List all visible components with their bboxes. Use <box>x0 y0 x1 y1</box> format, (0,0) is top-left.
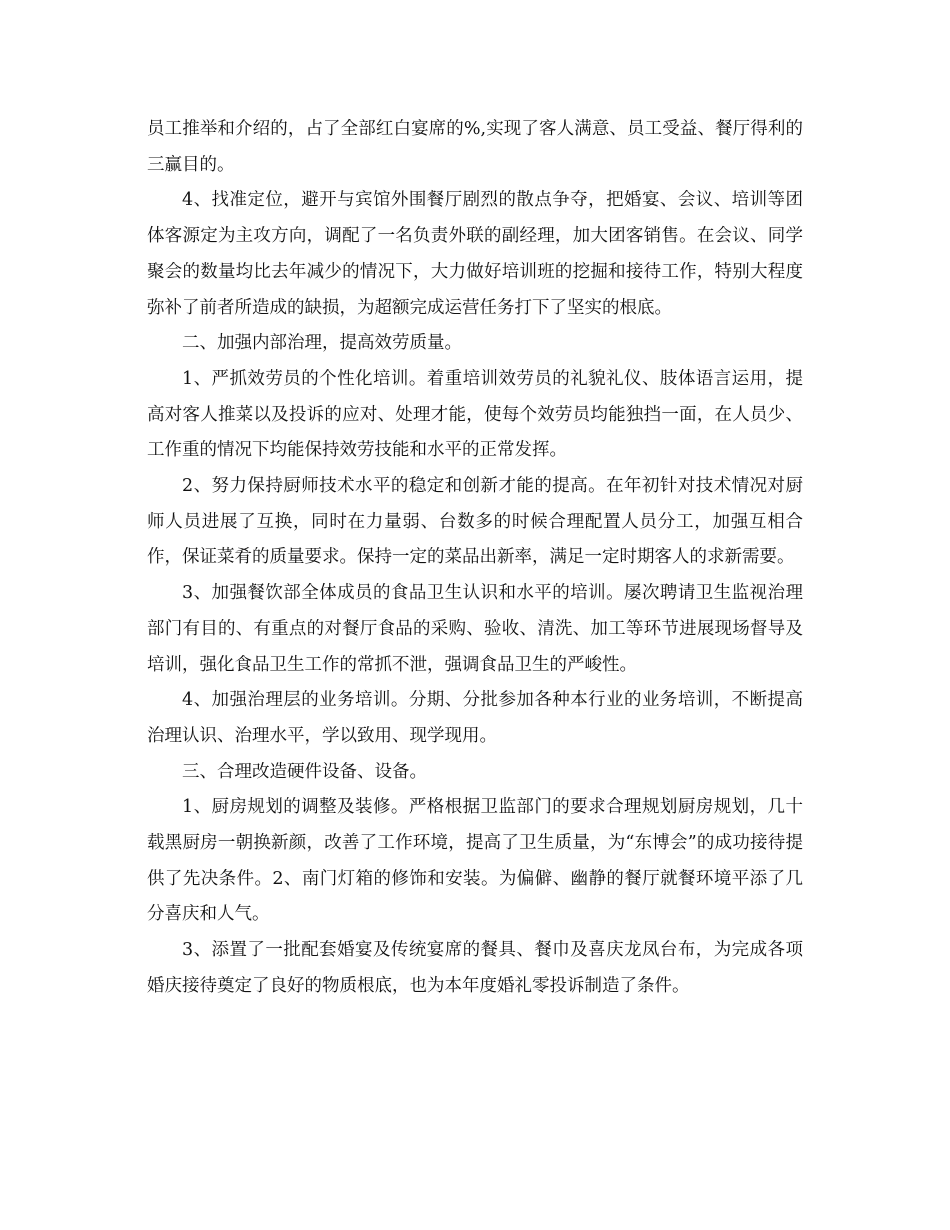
paragraph-item-3-tableware: 3、添置了一批配套婚宴及传统宴席的餐具、餐巾及喜庆龙凤台布，为完成各项婚庆接待奠定了良好的物质根底，也为本年度婚礼零投诉制造了条件。 <box>147 940 803 996</box>
section-heading-3: 三、合理改造硬件设备、设备。 <box>182 761 427 782</box>
paragraph-item-2-chef-skills: 2、努力保持厨师技术水平的稳定和创新才能的提高。在年初针对技术情况对厨师人员进展了互换，同时在力量弱、台数多的时候合理配置人员分工，加强互相合作，保证菜肴的质量要求。保持一定的菜品出新率，满足一定时期客人的求新需要。 <box>147 476 803 568</box>
paragraph-item-3-food-hygiene: 3、加强餐饮部全体成员的食品卫生认识和水平的培训。屡次聘请卫生监视治理部门有目的、有重点的对餐厅食品的采购、验收、清洗、加工等环节进展现场督导及培训，强化食品卫生工作的常抓不泄，强调食品卫生的严峻性。 <box>147 583 803 675</box>
paragraph-item-4-management-training: 4、加强治理层的业务培训。分期、分批参加各种本行业的业务培训，不断提高治理认识、治理水平，学以致用、现学现用。 <box>147 690 803 746</box>
paragraph-continuation: 员工推举和介绍的，占了全部红白宴席的%,实现了客人满意、员工受益、餐厅得利的三赢目的。 <box>147 119 803 175</box>
section-heading-2: 二、加强内部治理，提高效劳质量。 <box>182 333 462 354</box>
paragraph-item-1-staff-training: 1、严抓效劳员的个性化培训。着重培训效劳员的礼貌礼仪、肢体语言运用，提高对客人推菜以及投诉的应对、处理才能，使每个效劳员均能独挡一面，在人员少、工作重的情况下均能保持效劳技能和水平的正常发挥。 <box>147 368 803 461</box>
document-body <box>147 112 803 1005</box>
paragraph-item-4-positioning: 4、找准定位，避开与宾馆外围餐厅剧烈的散点争夺，把婚宴、会议、培训等团体客源定为主攻方向，调配了一名负责外联的副经理，加大团客销售。在会议、同学聚会的数量均比去年减少的情况下，大力做好培训班的挖掘和接待工作，特别大程度弥补了前者所造成的缺损，为超额完成运营任务打下了坚实的根底。 <box>147 190 803 318</box>
paragraph-item-1-kitchen-renovation: 1、厨房规划的调整及装修。严格根据卫监部门的要求合理规划厨房规划，几十载黑厨房一朝换新颜，改善了工作环境，提高了卫生质量，为“东博会”的成功接待提供了先决条件。2、南门灯箱的修饰和安装。为偏僻、幽静的餐厅就餐环境平添了几分喜庆和人气。 <box>147 797 803 925</box>
